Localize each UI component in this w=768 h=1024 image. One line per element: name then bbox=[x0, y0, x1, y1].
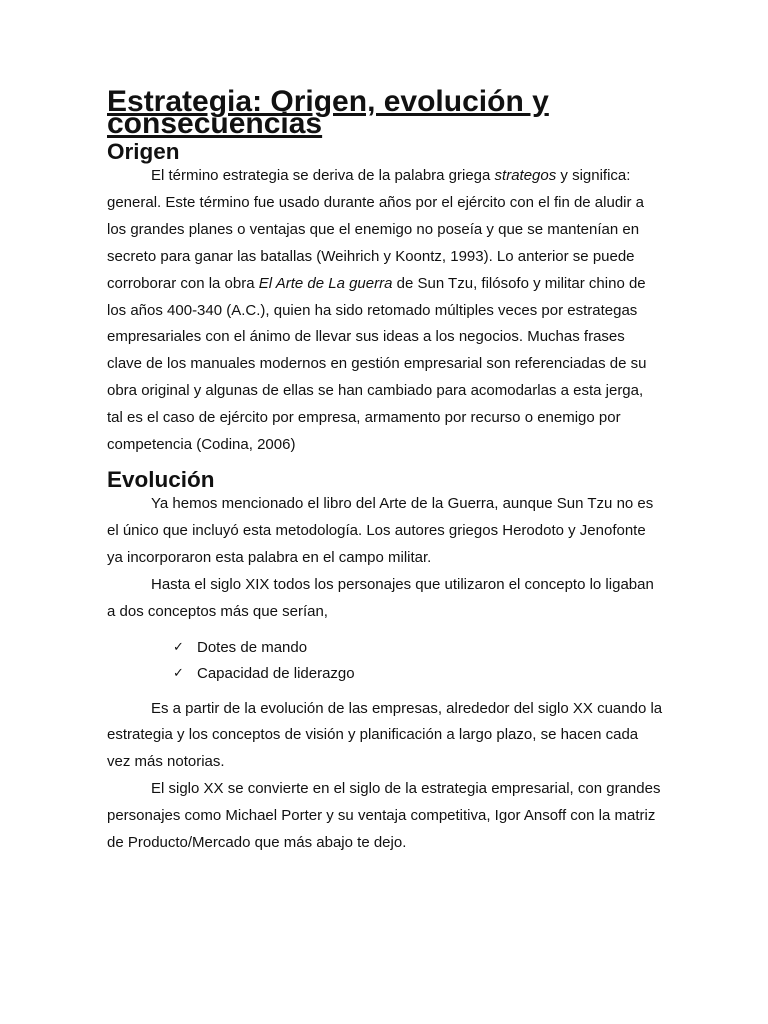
document-title: Estrategia: Origen, evolución y consecuencias bbox=[107, 85, 549, 140]
paragraph-evolucion-2: Hasta el siglo XIX todos los personajes que utilizaron el concepto lo ligaban a dos conceptos más que serían, bbox=[107, 575, 654, 620]
section-heading-evolucion: Evolución bbox=[107, 466, 215, 492]
list-item bbox=[173, 635, 663, 662]
paragraph-evolucion-4: El siglo XX se convierte en el siglo de la estrategia empresarial, con grandes personajes como Michael Porter y su ventaja competitiva, Igor Ansoff con la matriz de Producto/Mercado que más abajo te dejo. bbox=[107, 780, 661, 852]
checklist bbox=[107, 635, 663, 688]
text-segment: El término estrategia se deriva de la palabra griega bbox=[151, 167, 495, 184]
text-segment: y significa: general. Este término fue usado durante años por el ejército con el fin de aludir a los grandes planes o ventajas que el enemigo no poseía y que se mantenían en secreto para ganar las batallas (Weihrich y Koontz, 1993). Lo anterior se puede corroborar con la obra bbox=[107, 167, 644, 292]
list-item bbox=[173, 661, 663, 688]
text-segment: de Sun Tzu, filósofo y militar chino de los años 400-340 (A.C.), quien ha sido retomado múltiples veces por estrategas empresariales con el ánimo de llevar sus ideas a los negocios. Muchas frases clave de los manuales modernos en gestión empresarial son referenciadas de su obra original y algunas de ellas se han cambiado para acomodarlas a esta jerga, tal es el caso de ejército por empresa, armamento por recurso o enemigo por competencia (Codina, 2006) bbox=[107, 274, 647, 454]
paragraph-origen bbox=[107, 163, 663, 459]
section-heading-origen: Origen bbox=[107, 139, 180, 164]
paragraph-evolucion-1: Ya hemos mencionado el libro del Arte de la Guerra, aunque Sun Tzu no es el único que incluyó esta metodología. Los autores griegos Herodoto y Jenofonte ya incorporaron esta palabra en el campo militar. bbox=[107, 494, 654, 566]
italic-book-title: El Arte de La guerra bbox=[258, 274, 393, 292]
list-item-label: Capacidad de liderazgo bbox=[197, 665, 355, 682]
document-page bbox=[107, 85, 663, 857]
paragraph-evolucion-3: Es a partir de la evolución de las empresas, alrededor del siglo XX cuando la estrategia y los conceptos de visión y planificación a largo plazo, se hacen cada vez más notorias. bbox=[107, 699, 663, 771]
checkmark-icon: ✓ bbox=[173, 666, 184, 681]
list-item-label: Dotes de mando bbox=[197, 638, 308, 656]
italic-term-strategos: strategos bbox=[494, 167, 557, 184]
checkmark-icon: ✓ bbox=[173, 639, 184, 655]
